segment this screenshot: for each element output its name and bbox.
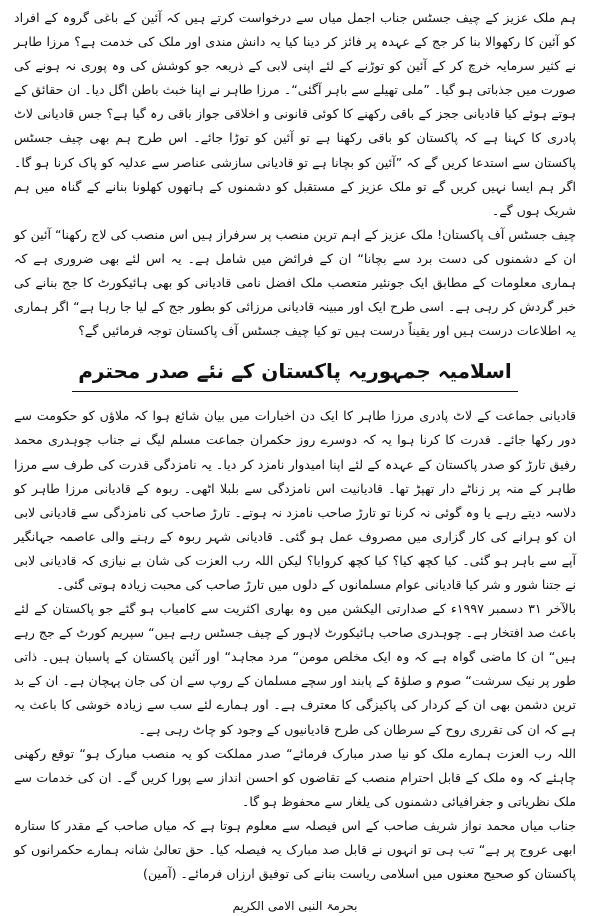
body-paragraph: چیف جسٹس آف پاکستان! ملک عزیز کے اہم ترین منصب پر سرفراز ہیں اس منصب کی لاج رکھنا“ آئین کو ان کے دشمنوں کی دست برد سے بچانا“ ان کے فرائض میں شامل ہے۔ یہ اس لئے بھی ضروری ہے کہ ہماری معلومات کے مطابق ایک جونئیر متعصب ملک افضل نامی قادیانی کو بھی ہائیکورٹ کا جج بنانے کی خبر گردش کر رہی ہے۔ اسی طرح ایک اور مبینہ قادیانی مرزائی کو بطور جج کے لیا جا رہا ہے“ اگر ہماری یہ اطلاعات درست ہیں اور یقیناً درست ہیں تو کیا چیف جسٹس آف پاکستان توجہ فرمائیں گے؟ (14, 226, 576, 339)
body-paragraph: قادیانی جماعت کے لاٹ پادری مرزا طاہر کا ایک دن اخبارات میں بیان شائع ہوا کہ ملاؤں کو حکومت سے دور رکھا جائے۔ قدرت کا کرنا ہوا یہ کہ دوسرے روز حکمران جماعت مسلم لیگ نے جناب چوہدری محمد رفیق تارڑ کو صدر پاکستان کے عہدہ کے لئے اپنا امیدوار نامزد کر دیا۔ یہ نامزدگی قدرت کی طرف سے مرزا طاہر کے منہ پر زناٹے دار تھپڑ تھا۔ قادیانیت اس نامزدگی سے بلبلا اٹھی۔ ربوہ کے قادیانی مرزا طاہر کو دلاسہ دیتے رہے یا وہ گوئی نہ کرنا تو تارڑ صاحب نامزد نہ ہوتے۔ تارڑ صاحب کی نامزدگی سے قادیانی لابی ان کو ہرانے کی کار گزاری میں مصروف عمل ہو گئی۔ قادیانی شہر ربوہ کے رہنے والی عاصمہ جہانگیر آپے سے باہر ہو گئی۔ کیا کچھ کیا؟ کیا کچھ کروایا؟ لیکن اللہ رب العزت کی شان بے نیازی کہ قادیانی لابی نے جتنا شور و شر کیا قادیانی عوام مسلمانوں کے دلوں میں تارڑ صاحب کی محبت زیادہ ہوتی گئی۔ (14, 408, 576, 592)
body-paragraph: جناب میاں محمد نواز شریف صاحب کے اس فیصلہ سے معلوم ہوتا ہے کہ میاں صاحب کے مقدر کا ستارہ ابھی عروج پر ہے“ تب ہی تو انہوں نے قابل صد مبارک یہ فیصلہ کیا۔ حق تعالیٰ شانہ ہمارے حکمرانوں کو پاکستان کو صحیح معنوں میں اسلامی ریاست بنانے کی توفیق ارزاں فرمائے۔ (آمین) (14, 817, 576, 882)
body-paragraph: بالآخر ۳۱ دسمبر ۱۹۹۷ء کے صدارتی الیکشن میں وہ بھاری اکثریت سے کامیاب ہو گئے جو پاکستان کے لئے باعث صد افتخار ہے۔ چوہدری صاحب ہائیکورٹ لاہور کے چیف جسٹس رہے ہیں“ سپریم کورٹ کے جج رہے ہیں“ ان کا ماضی گواہ ہے کہ وہ ایک مخلص مومن“ مرد مجاہد“ اور آئین پاکستان کے پاسبان ہیں۔ ذاتی طور پر نیک سرشت“ صوم و صلوٰۃ کے پابند اور سچے مسلمان کے روپ سے ان کی جان پہچان ہے۔ ان کے بد ترین دشمن بھی ان کے کردار کی پاکیزگی کا معترف ہے۔ اور ہمارے لئے سب سے زیادہ خوشی کا باعث یہ ہے کہ ان کی تقرری روح کے سرطان کی طرح قادیانیوں کے وجود کو چاٹ رہی ہے۔ (14, 601, 576, 737)
section-heading-text: اسلامیہ جمہوریہ پاکستان کے نئے صدر محترم (72, 351, 518, 392)
body-paragraph: اللہ رب العزت ہمارے ملک کو نیا صدر مبارک فرمائے“ صدر مملکت کو یہ منصب مبارک ہو“ توقع رکھنی چاہئے کہ وہ ملک کے قابل احترام منصب کے تقاضوں کو احسن انداز سے پورا کریں گے۔ ان کی خدمات سے ملک نظریاتی و جغرافیائی دشمنوں کی یلغار سے محفوظ ہو گا۔ (14, 745, 576, 809)
body-paragraph: ہم ملک عزیز کے چیف جسٹس جناب اجمل میاں سے درخواست کرتے ہیں کہ آئین کے باغی گروہ کے افراد کو آئین کا رکھوالا بنا کر جج کے عہدہ پر فائز کر دینا کیا یہ دانش مندی اور ملک کی خدمت ہے؟ مرزا طاہر نے کثیر سرمایہ خرچ کر کے آئین کو توڑنے کے لئے اپنی لابی کے ذریعہ جو کوشش کی وہ پوری نہ ہونے کی صورت میں جذباتی ہو گیا۔ ”ملی تھیلے سے باہر آگئی“۔ مرزا طاہر نے اپنا خبث باطن اگل دیا۔ ان حقائق کے ہوتے ہوئے کیا قادیانی ججز کے باقی رکھنے کا کوئی قانونی و اخلاقی جواز باقی رہ گیا ہے؟ جس قادیانی لاٹ پادری کا کہنا ہے کہ پاکستان کو باقی رکھنا ہے تو آئین کو توڑا جائے۔ اس طرح ہم بھی چیف جسٹس پاکستان سے استدعا کریں گے کہ ”آئین کو بچانا ہے تو قادیانی سازشی عناصر سے عدلیہ کو پاک کرنا ہو گا۔ اگر ہم ایسا نہیں کریں گے تو ملک عزیز کے مستقبل کو دشمنوں کے ہاتھوں کھلونا بنانے کے گناہ میں ہم شریک ہوں گے۔ (14, 10, 576, 218)
section-heading (14, 351, 576, 392)
closing-line: بحرمۃ النبی الامی الکریم (232, 899, 358, 914)
